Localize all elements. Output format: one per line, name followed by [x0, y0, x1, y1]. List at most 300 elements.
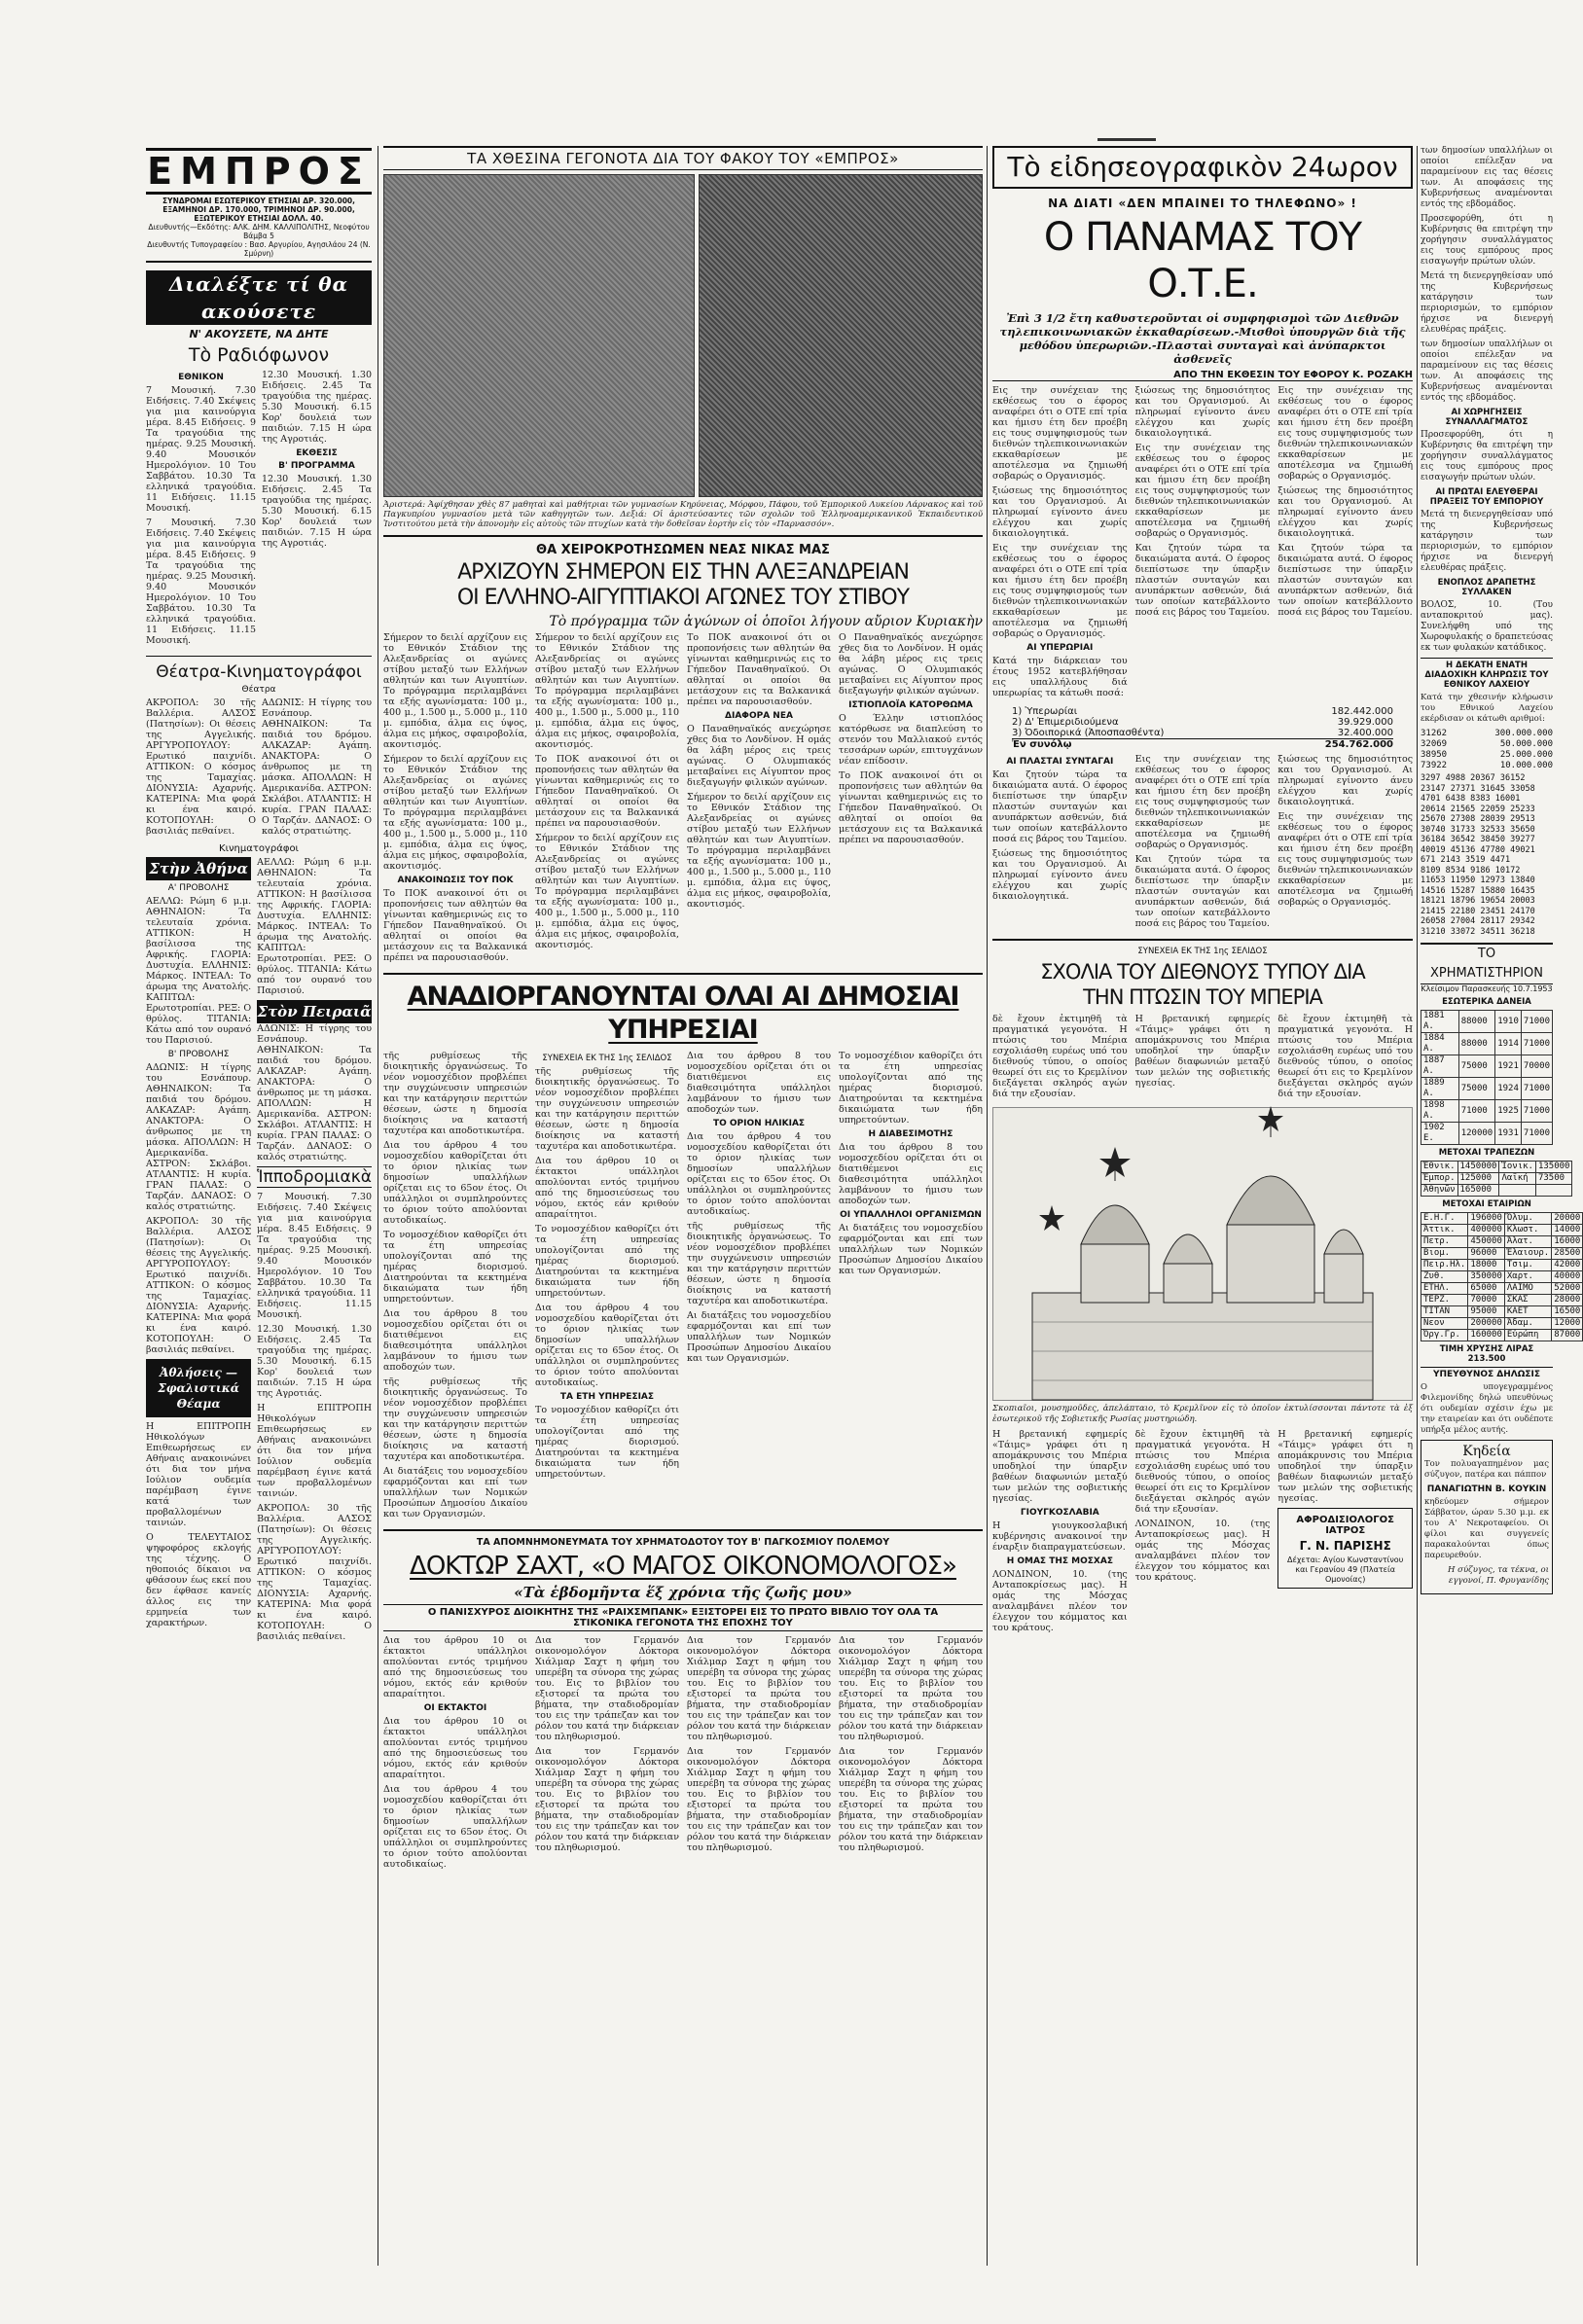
gov-text-c: Δια του άρθρου 8 του νομοσχεδίου ορίζεται ότι οι διατιθέμενοι εις διαθεσιμότητα υπάλληλοι λαμβάνουν το ήμισυ των αποδοχών των. [687, 1051, 831, 1115]
piraeus-label: Στὸν Πειραιᾶ [257, 1000, 372, 1023]
market-cell: 135000 [1535, 1162, 1572, 1173]
obit-text: Τον πολυαγαπημένον μας σύζυγον, πατέρα και πάππον [1424, 1459, 1549, 1480]
sport-sub: Τὸ πρόγραμμα τῶν ἀγώνων οἱ ὁποῖοι λήγουν αὔριον Κυριακὴν [549, 614, 983, 629]
press-text-e: ΛΟΝΔΙΝΟΝ, 10. (της Ανταποκρίσεως μας). Η ομάς της Μόσχας αναλαμβάνει πλέον τον έλεγχον του κόμματος και του κράτους. [1134, 1519, 1271, 1583]
gov-text-5-b: Δια του άρθρου 4 του νομοσχεδίου καθορίζεται ότι το όριον ηλικίας των δημοσίων υπαλλήλων ορίζεται εις το 65ον έτος. Οι υπάλληλοι οι συμπληρούντες το όριον τούτο απολύονται αυτοδικαίως. [383, 1784, 527, 1870]
news-banner: Τὸ εἰδησεογραφικὸν 24ωρον [992, 146, 1413, 189]
obit-name: ΠΑΝΑΓΙΩΤΗΝ Β. ΚΟΥΚΙΝ [1426, 1484, 1547, 1494]
market-cell: 73500 [1535, 1173, 1572, 1185]
press-text-d: δὲ ἔχουν ἐκτιμηθῆ τὰ πραγματικά γεγονότα. Η πτώσις του Μπέρια εσχολιάσθη ευρέως υπό του διεθνούς τύπου, ο οποίος θεωρεί ότι εις το Κρεμλίνον διεξάγεται σκληρός αγών διά την εξουσίαν. [1134, 1429, 1271, 1515]
obit-family: Η σύζυγος, τα τέκνα, οι εγγονοί, Π. Φρυγανίδης [1448, 1565, 1549, 1586]
memoir-deck: Ο ΠΑΝΙΣΧΥΡΟΣ ΔΙΟΙΚΗΤΗΣ ΤΗΣ «ΡΑΙΧΣΜΠΑΝΚ» ΕΞΙΣΤΟΡΕΙ ΕΙΣ ΤΟ ΠΡΩΤΟ ΒΙΒΛΙΟ ΤΟΥ ΟΛΑ ΤΑ ΣΤΙΚΟΝΙΚΑ ΓΕΓΟΝΟΤΑ ΤΗΣ ΕΠΟΧΗΣ ΤΟΥ [383, 1604, 983, 1631]
intro-text-3: Μετά τη διενεργηθείσαν υπό της Κυβερνήσεως κατάργησιν των περιορισμών, το εμπόριον ήρχισε να διενεργή ελευθέρας πράξεις. [1421, 271, 1553, 335]
sport-col3-text: Ο Παναθηναϊκός ανεχώρησε χθες δια το Λονδίνον. Η ομάς θα λάβη μέρος εις τρεις αγώνας. Ο Ολυμπιακός μεταβαίνει εις Αίγυπτον προς διεξαγωγήν φιλικών αγώνων. [687, 724, 831, 788]
market-cell: 196000 [1468, 1213, 1505, 1225]
market-cell: Νεον [1421, 1318, 1468, 1330]
sport-col4-text: Ο Έλλην ιστιοπλόος κατόρθωσε να διαπλεύση το στενόν του Μαλλιακού εντός τεσσάρων ωρών, επιτυγχάνων νέαν επίδοσιν. [839, 713, 983, 767]
market-cell: 71000 [1521, 1123, 1552, 1145]
market-row [1421, 1306, 1583, 1318]
market-cell: 16500 [1552, 1306, 1583, 1318]
banks-table [1421, 1161, 1572, 1197]
market-row [1421, 1295, 1583, 1306]
ote-sub-2: ΑΙ ΠΛΑΣΤΑΙ ΣΥΝΤΑΓΑΙ [1006, 757, 1114, 767]
ote-text: Εις την συνέχειαν της εκθέσεως του ο έφορος αναφέρει ότι ο ΟΤΕ επί τρία και ήμισυ έτη δεν προέβη εις τους συμψηφισμούς των διεθνών τηλεπικοινωνιακών εκκαθαρίσεων με αποτέλεσμα να ζημιωθή σοβαρώς ο Οργανισμός. [992, 385, 1128, 482]
gov-text-1: Δια του άρθρου 4 του νομοσχεδίου καθορίζεται ότι το όριον ηλικίας των δημοσίων υπαλλήλων ορίζεται εις το 65ον έτος. Οι υπάλληλοι οι συμπληρούντες το όριον τούτο απολύονται αυτοδικαίως. [687, 1131, 831, 1217]
duty-title: ΥΠΕΥΘΥΝΟΣ ΔΗΛΩΣΙΣ [1421, 1367, 1553, 1379]
ote-text-1: Κατά την διάρκειαν του έτους 1952 κατεβλήθησαν εις υπαλλήλους διά υπερωρίας τα κάτωθι ποσά: [992, 656, 1128, 698]
press-text: δὲ ἔχουν ἐκτιμηθῆ τὰ πραγματικά γεγονότα. Η πτώσις του Μπέρια εσχολιάσθη ευρέως υπό του διεθνούς τύπου, ο οποίος θεωρεί ότι εις το Κρεμλίνον διεξάγεται σκληρός αγών διά την εξουσίαν. [992, 1014, 1128, 1099]
market-cell: 120000 [1458, 1123, 1495, 1145]
market-cell: 16000 [1552, 1236, 1583, 1248]
ote-text-g: Εις την συνέχειαν της εκθέσεως του ο έφορος αναφέρει ότι ο ΟΤΕ επί τρία και ήμισυ έτη δεν προέβη εις τους συμψηφισμούς των διεθνών τηλεπικοινωνιακών εκκαθαρίσεων με αποτέλεσμα να ζημιωθή σοβαρώς ο Οργανισμός. [1277, 385, 1414, 482]
intro-text-2: Προσεφορύθη, ότι η Κυβέρνησις θα επιτρέψη την χορήγησιν συναλλάγματος εις τους εμπόρους προς εισαγωγήν πρώτων υλών. [1421, 214, 1553, 267]
ote-text-j: Εις την συνέχειαν της εκθέσεως του ο έφορος αναφέρει ότι ο ΟΤΕ επί τρία και ήμισυ έτη δεν προέβη εις τους συμψηφισμούς των διεθνών τηλεπικοινωνιακών εκκαθαρίσεων με αποτέλεσμα να ζημιωθή σοβαρώς ο Οργανισμός. [1134, 754, 1271, 850]
market-row [1421, 1078, 1553, 1100]
market-cell: 70000 [1521, 1055, 1552, 1078]
gov-text-5: Δια του άρθρου 10 οι έκτακτοι υπάλληλοι απολύονται εντός τριμήνου από της δημοσιεύσεως του νόμου, εκτός εάν κριθούν απαραίτητοι. [383, 1716, 527, 1780]
ote-text-c: Εις την συνέχειαν της εκθέσεως του ο έφορος αναφέρει ότι ο ΟΤΕ επί τρία και ήμισυ έτη δεν προέβη εις τους συμψηφισμούς των διεθνών τηλεπικοινωνιακών εκκαθαρίσεων με αποτέλεσμα να ζημιωθή σοβαρώς ο Οργανισμός. [992, 543, 1128, 639]
market-cell: Ἀθηνῶν [1421, 1185, 1458, 1197]
sport-text-6: Ο Παναθηναϊκός ανεχώρησε χθες δια το Λονδίνον. Η ομάς θα λάβη μέρος εις τρεις αγώνας. Ο Ολυμπιακός μεταβαίνει εις Αίγυπτον προς διεξαγωγήν φιλικών αγώνων. [839, 632, 983, 697]
intro-text: των δημοσίων υπαλλήλων οι οποίοι επέλεξαν να παραμείνουν εις τας θέσεις των. Αι αποφάσεις της Κυβερνήσεως αναμένονται εντός της εβδομάδος. [1421, 146, 1553, 209]
ote-text-m: Εις την συνέχειαν της εκθέσεως του ο έφορος αναφέρει ότι ο ΟΤΕ επί τρία και ήμισυ έτη δεν προέβη εις τους συμψηφισμούς των διεθνών τηλεπικοινωνιακών εκκαθαρίσεων με αποτέλεσμα να ζημιωθή σοβαρώς ο Οργανισμός. [1277, 811, 1414, 908]
sport-headline-2: ΟΙ ΕΛΛΗΝΟ-ΑΙΓΥΠΤΙΑΚΟΙ ΑΓΩΝΕΣ ΤΟΥ ΣΤΙΒΟΥ [456, 586, 910, 610]
press-cont: ΣΥΝΕΧΕΙΑ ΕΚ ΤΗΣ 1ης ΣΕΛΙΔΟΣ [1137, 947, 1268, 956]
news-byline: ΑΠΟ ΤΗΝ ΕΚΘΕΣΙΝ ΤΟΥ ΕΦΟΡΟΥ Κ. ΡΟΖΑΚΗ [992, 370, 1413, 381]
ote-text-b: ξιώσεως της δημοσιότητος και του Οργανισμού. Αι πληρωμαί εγίνοντο άνευ ελέγχου και χωρίς δικαιολογητικά. [992, 485, 1128, 539]
sport-headline-1: ΑΡΧΙΖΟΥΝ ΣΗΜΕΡΟΝ ΕΙΣ ΤΗΝ ΑΛΕΞΑΝΔΡΕΙΑΝ [457, 560, 909, 585]
gov-text-c-2: τῆς ρυθμίσεως τῆς διοικητικῆς ὀργανώσεως. Το νέον νομοσχέδιον προβλέπει την συγχώνευσιν υπηρεσιών και την κατάργησιν περιττών θέσεων, ώστε η δημοσία διοίκησις να καταστή ταχυτέρα και αποδοτικωτέρα. [687, 1221, 831, 1306]
ote-text-l: ξιώσεως της δημοσιότητος και του Οργανισμού. Αι πληρωμαί εγίνοντο άνευ ελέγχου και χωρίς δικαιολογητικά. [1277, 754, 1414, 807]
radio-kicker: Ν' ΑΚΟΥΣΕΤΕ, ΝΑ ΔΗΤΕ [189, 328, 329, 340]
market-row [1421, 1011, 1553, 1033]
fr-text-2: Μετά τη διενεργηθείσαν υπό της Κυβερνήσεως κατάργησιν των περιορισμών, το εμπόριον ήρχισε να διενεργή ελευθέρας πράξεις. [1421, 510, 1553, 573]
fr-text-3: ΒΟΛΟΣ, 10. (Του ανταποκριτού μας). Συνελήφθη υπό της Χωροφυλακής ο δραπετεύσας εκ των φυλακών κατάδικος. [1421, 600, 1553, 653]
obit-text-b: κηδεύομεν σήμερον Σάββατον, ώραν 5.30 μ.μ. εκ του Α' Νεκροταφείου. Οι φίλοι και συγγενείς παρακαλούνται όπως παρευρεθούν. [1424, 1497, 1549, 1560]
marine-sub: ΓΙΟΥΓΚΟΣΛΑΒΙΑ [1020, 1508, 1099, 1518]
press-text-f: Η βρετανική εφημερίς «Τάιμς» γράφει ότι η απομάκρυνσις του Μπέρια υποδηλοί την ύπαρξιν βαθέων διαφωνιών μεταξύ των μελών της σοβιετικής ηγεσίας. [1277, 1429, 1414, 1504]
ote-text-2: Και ζητούν τώρα τα δικαιώματα αυτά. Ο έφορος διεπίστωσε την ύπαρξιν πλαστών συνταγών και ανυπάρκτων ασθενών, διά των οποίων κατεβάλλοντο ποσά εις βάρος του Ταμείου. [992, 769, 1128, 844]
market-cell: 88000 [1458, 1033, 1495, 1055]
center-columns [383, 146, 983, 2266]
market-row [1421, 1033, 1553, 1055]
ote-text-k: Και ζητούν τώρα τα δικαιώματα αυτά. Ο έφορος διεπίστωσε την ύπαρξιν πλαστών συνταγών και ανυπάρκτων ασθενών, διά των οποίων κατεβάλλοντο ποσά εις βάρος του Ταμείου. [1134, 854, 1271, 929]
stocks-table [1421, 1212, 1583, 1341]
market-cell: Ἀδαμ. [1504, 1318, 1551, 1330]
memoir-text-5: Δια τον Γερμανόν οικονομολόγον Δόκτορα Χιάλμαρ Σαχτ η φήμη του υπερέβη τα σύνορα της χώρας του. Εις το βιβλίον του εξιστορεί τα πρώτα του βήματα, την σταδιοδρομίαν του εις την τράπεζαν και τον ρόλον του κατά την διάρκειαν του πληθωρισμού. [839, 1635, 983, 1742]
left-column [146, 146, 372, 2266]
lottery-row: 36184 36542 38450 39277 [1421, 835, 1535, 844]
bonds-table [1421, 1010, 1553, 1145]
lottery-row: 30740 31733 32533 35650 [1421, 824, 1535, 835]
market-cell: Ἀττικ. [1421, 1225, 1468, 1236]
market-cell: Λαϊκή [1499, 1173, 1536, 1185]
sport-text-3: Σήμερον το δειλί αρχίζουν εις το Εθνικόν Στάδιον της Αλεξανδρείας οι αγώνες στίβου μεταξύ των Ελλήνων αθλητών και των Αιγυπτίων. Το πρόγραμμα περιλαμβάνει τα εξής αγωνίσματα: 100 μ., 400 μ., 1.500 μ., 5.000 μ., 110 μ. εμπόδια, άλμα εις ύψος, άλμα εις μήκος, σφαιροβολία, ακοντισμός. [535, 632, 679, 750]
kremlin-drawing [993, 1108, 1412, 1400]
market-row [1421, 1225, 1583, 1236]
market-cell: 28500 [1552, 1248, 1583, 1260]
market-cell: Ἀλατ. [1504, 1236, 1551, 1248]
market-cell: Εὐρώπη [1504, 1330, 1551, 1341]
kremlin-illustration [992, 1107, 1413, 1401]
sport-col4-title: ΙΣΤΙΟΠΛΟΪΑ ΚΑΤΟΡΘΩΜΑ [848, 700, 973, 710]
news-kicker: ΝΑ ΔΙΑΤΙ «ΔΕΝ ΜΠΑΙΝΕΙ ΤΟ ΤΗΛΕΦΩΝΟ» ! [1048, 197, 1357, 210]
gov-sub-1: ΤΟ ΟΡΙΟΝ ΗΛΙΚΙΑΣ [712, 1119, 806, 1128]
market-cell: 160000 [1468, 1330, 1505, 1341]
market-cell: 96000 [1468, 1248, 1505, 1260]
specials-label: Ἀθλήσεις — Σφαλιστικά Θέαμα [146, 1359, 251, 1417]
lottery-row: 20614 21565 22059 25233 [1421, 804, 1535, 814]
sport-text-5: Το ΠΟΚ ανακοινοί ότι οι προπονήσεις των αθλητών θα γίνωνται καθημερινώς εις το Γήπεδον Παναθηναϊκού. Οι αθληταί οι οποίοι θα μετάσχουν εις τα Βαλκανικά πρέπει να παρουσιασθούν. [687, 632, 831, 707]
hippodrome-text-2: 12.30 Μουσική. 1.30 Ειδήσεις. 2.45 Τα τραγούδια της ημέρας. 5.30 Μουσική. 6.15 Κορ' δουλειά των παιδιών. 7.15 Η ώρα της Αγροτιάς. [257, 1324, 372, 1399]
sport-text-2: Σήμερον το δειλί αρχίζουν εις το Εθνικόν Στάδιον της Αλεξανδρείας οι αγώνες στίβου μεταξύ των Ελλήνων αθλητών και των Αιγυπτίων. Το πρόγραμμα περιλαμβάνει τα εξής αγωνίσματα: 100 μ., 400 μ., 1.500 μ., 5.000 μ., 110 μ. εμπόδια, άλμα εις ύψος, άλμα εις μήκος, σφαιροβολία, ακοντισμός. [383, 754, 527, 872]
ote-text-e: Εις την συνέχειαν της εκθέσεως του ο έφορος αναφέρει ότι ο ΟΤΕ επί τρία και ήμισυ έτη δεν προέβη εις τους συμψηφισμούς των διεθνών τηλεπικοινωνιακών εκκαθαρίσεων με αποτέλεσμα να ζημιωθή σοβαρώς ο Οργανισμός. [1134, 443, 1271, 539]
lottery-rows [1421, 773, 1553, 937]
press-text-c: ΛΟΝΔΙΝΟΝ, 10. (της Ανταποκρίσεως μας). Η ομάς της Μόσχας αναλαμβάνει πλέον τον έλεγχον του κόμματος και του κράτους. [992, 1569, 1128, 1633]
hippodrome-text: 7 Μουσική. 7.30 Ειδήσεις. 7.40 Σκέψεις για μια καινούργια μέρα. 8.45 Ειδήσεις. 9 Τα τραγούδια της ημέρας. 9.25 Μουσική. 9.40 Μουσικόν Ημερολόγιον. 10 Του Σαββάτου. 10.30 Τα ελληνικά τραγούδια. 11 Ειδήσεις. 11.15 Μουσική. [257, 1192, 372, 1320]
theaters-text: ΑΚΡΟΠΟΛ: 30 τῆς Βαλλέρια. ΑΛΣΟΣ (Πατησίων): Οι θέσεις της Αγγελικής. ΑΡΓΥΡΟΠΟΥΛΟΥ: Ερωτικό παιχνίδι. ΑΤΤΙΚΟΝ: Ο κόσμος της Ταμαχίας. ΔΙΟΝΥΣΙΑ: Αχαρνής. ΚΑΤΕΡΙΝΑ: Μια φορά κι ένα καιρό. ΚΟΤΟΠΟΥΛΗ: Ο βασιλιάς πεθαίνει. [146, 697, 256, 837]
market-cell [1535, 1185, 1572, 1197]
gov-text-b-4: Δια του άρθρου 4 του νομοσχεδίου καθορίζεται ότι το όριον ηλικίας των δημοσίων υπαλλήλων ορίζεται εις το 65ον έτος. Οι υπάλληλοι οι συμπληρούντες το όριον τούτο απολύονται αυτοδικαίως. [535, 1303, 679, 1388]
memoir-text-6: Δια τον Γερμανόν οικονομολόγον Δόκτορα Χιάλμαρ Σαχτ η φήμη του υπερέβη τα σύνορα της χώρας του. Εις το βιβλίον του εξιστορεί τα πρώτα του βήματα, την σταδιοδρομίαν του εις την τράπεζαν και τον ρόλον του κατά την διάρκειαν του πληθωρισμού. [839, 1746, 983, 1853]
market-cell: 1902 Ε. [1421, 1123, 1459, 1145]
market-cell: Ὀργ.Γρ. [1421, 1330, 1468, 1341]
gov-sub-5-text: Δια του άρθρου 10 οι έκτακτοι υπάλληλοι απολύονται εντός τριμήνου από της δημοσιεύσεως του νόμου, εκτός εάν κριθούν απαραίτητοι. [383, 1635, 527, 1699]
athens-text-b: ΑΔΩΝΙΣ: Η τίγρης του Εσνάπουρ. ΑΘΗΝΑΙΚΟΝ: Τα παιδιά του δρόμου. ΑΛΚΑΖΑΡ: Αγάπη. ΑΝΑΚΤΟΡΑ: Ο άνθρωπος με τη μάσκα. ΑΠΟΛΛΩΝ: Η Αμερικανίδα. ΑΣΤΡΟΝ: Σκλάβοι. ΑΤΛΑΝΤΙΣ: Η κυρία. ΓΡΑΝ ΠΑΛΑΣ: Ο Ταρζάν. ΔΑΝΑΟΣ: Ο καλός στρατιώτης. [146, 1062, 252, 1212]
lottery-top [1421, 729, 1553, 771]
lottery-prize-row: 73922 10.000.000 [1421, 761, 1553, 770]
memoir-text: Δια τον Γερμανόν οικονομολόγον Δόκτορα Χιάλμαρ Σαχτ η φήμη του υπερέβη τα σύνορα της χώρας του. Εις το βιβλίον του εξιστορεί τα πρώτα του βήματα, την σταδιοδρομίαν του εις την τράπεζαν και τον ρόλον του κατά την διάρκειαν του πληθωρισμού. [535, 1635, 679, 1742]
hippodrome-text-3: Η ΕΠΙΤΡΟΠΗ Ηθικολόγων Επιθεωρήσεως εν Αθήναις ανακοινώνει ότι δια τον μήνα Ιούλιον ουδεμία παρέμβαση έγινε κατά των προβαλλομένων ταινιών. [257, 1403, 372, 1499]
photo-caption: Ἀριστερά: Ἀφίχθησαν χθὲς 87 μαθηταὶ καὶ μαθήτριαι τῶν γυμνασίων Κηρύνειας, Μόρφου, Πάφου, τοῦ Ἑμπορικοῦ Λυκείου Λάρνακος καὶ τοῦ Παγκυπρίου γυμνασίου μετὰ τῶν καθηγητῶν των. Δεξιά: Οἱ ἀριστεύσαντες τῶν σχολῶν τοῦ Ἑλληνοαμερικανικοῦ Ἐκπαιδευτικοῦ Ἰνστιτούτου μετὰ τὴν ἀπονομὴν εἰς αὐτοὺς τῶν πτυχίων κατὰ τὴν δοθεῖσαν ἑορτὴν εἰς τὸν «Παρνασσόν». [383, 500, 983, 529]
column-rule [1417, 146, 1418, 2266]
market-sub-3: ΜΕΤΟΧΑΙ ΕΤΑΙΡΙΩΝ [1442, 1199, 1531, 1209]
gov-text-a-3: Το νομοσχέδιον καθορίζει ότι τα έτη υπηρεσίας υπολογίζονται από της ημέρας διορισμού. Διατηρούνται τα κεκτημένα δικαιώματα των ήδη υπηρετούντων. [383, 1230, 527, 1305]
notice-name: Γ. Ν. ΠΑΡΙΣΗΣ [1299, 1539, 1391, 1553]
market-cell: 70000 [1468, 1295, 1505, 1306]
ote-table-row: 2) Δ' Ἐπιμεριδιούμενα 39.929.000 [1012, 717, 1393, 728]
market-cell: 52000 [1552, 1283, 1583, 1295]
column-rule [987, 146, 988, 2266]
ote-text-i: Και ζητούν τώρα τα δικαιώματα αυτά. Ο έφορος διεπίστωσε την ύπαρξιν πλαστών συνταγών και ανυπάρκτων ασθενών, διά των οποίων κατεβάλλοντο ποσά εις βάρος του Ταμείου. [1277, 543, 1414, 618]
sport-col4-text-2: Το ΠΟΚ ανακοινοί ότι οι προπονήσεις των αθλητών θα γίνωνται καθημερινώς εις το Γήπεδον Παναθηναϊκού. Οι αθληταί οι οποίοι θα μετάσχουν εις τα Βαλκανικά πρέπει να παρουσιασθούν. [839, 770, 983, 845]
market-cell: 200000 [1468, 1318, 1505, 1330]
market-cell: 65000 [1468, 1283, 1505, 1295]
market-date: Κλείσιμον Παρασκευής 10.7.1953 [1421, 984, 1553, 993]
obituary-box [1421, 1440, 1553, 1594]
market-cell: Τσιμ. [1504, 1260, 1551, 1271]
market-cell: 1898 Α. [1421, 1100, 1459, 1123]
market-cell: 1924 [1495, 1078, 1522, 1100]
market-cell: 12000 [1552, 1318, 1583, 1330]
market-cell: ΣΚΑΣ [1504, 1295, 1551, 1306]
lottery-prize-row: 32069 50.000.000 [1421, 739, 1553, 749]
market-row [1421, 1330, 1583, 1341]
market-cell: 125000 [1457, 1173, 1499, 1185]
students-photo [383, 174, 695, 497]
sport-text-4: Σήμερον το δειλί αρχίζουν εις το Εθνικόν Στάδιον της Αλεξανδρείας οι αγώνες στίβου μεταξύ των Ελλήνων αθλητών και των Αιγυπτίων. Το πρόγραμμα περιλαμβάνει τα εξής αγωνίσματα: 100 μ., 400 μ., 1.500 μ., 5.000 μ., 110 μ. εμπόδια, άλμα εις ύψος, άλμα εις μήκος, σφαιροβολία, ακοντισμός. [535, 833, 679, 950]
lottery-row: 21415 22180 23451 24170 [1421, 906, 1535, 916]
press-text-b: Η βρετανική εφημερίς «Τάιμς» γράφει ότι η απομάκρυνσις του Μπέρια υποδηλοί την ύπαρξιν βαθέων διαφωνιών μεταξύ των μελών της σοβιετικής ηγεσίας. [992, 1429, 1128, 1504]
graduates-photo [699, 174, 983, 497]
sport-text: Σήμερον το δειλί αρχίζουν εις το Εθνικόν Στάδιον της Αλεξανδρείας οι αγώνες στίβου μεταξύ των Ελλήνων αθλητών και των Αιγυπτίων. Το πρόγραμμα περιλαμβάνει τα εξής αγωνίσματα: 100 μ., 400 μ., 1.500 μ., 5.000 μ., 110 μ. εμπόδια, άλμα εις ύψος, άλμα εις μήκος, σφαιροβολία, ακοντισμός. [383, 632, 527, 750]
athens-label: Στὴν Ἀθήνα [146, 857, 251, 880]
market-row [1421, 1055, 1553, 1078]
market-cell: 18000 [1468, 1260, 1505, 1271]
market-cell: 71000 [1458, 1100, 1495, 1123]
gov-text-d: Το νομοσχέδιον καθορίζει ότι τα έτη υπηρεσίας υπολογίζονται από της ημέρας διορισμού. Διατηρούνται τα κεκτημένα δικαιώματα των ήδη υπηρετούντων. [839, 1051, 983, 1126]
piraeus-text: ΑΔΩΝΙΣ: Η τίγρης του Εσνάπουρ. ΑΘΗΝΑΙΚΟΝ: Τα παιδιά του δρόμου. ΑΛΚΑΖΑΡ: Αγάπη. ΑΝΑΚΤΟΡΑ: Ο άνθρωπος με τη μάσκα. ΑΠΟΛΛΩΝ: Η Αμερικανίδα. ΑΣΤΡΟΝ: Σκλάβοι. ΑΤΛΑΝΤΙΣ: Η κυρία. ΓΡΑΝ ΠΑΛΑΣ: Ο Ταρζάν. ΔΑΝΑΟΣ: Ο καλός στρατιώτης. [257, 1023, 372, 1162]
market-cell: 87000 [1552, 1330, 1583, 1341]
gov-text-a-5: τῆς ρυθμίσεως τῆς διοικητικῆς ὀργανώσεως. Το νέον νομοσχέδιον προβλέπει την συγχώνευσιν υπηρεσιών και την κατάργησιν περιττών θέσεων, ώστε η δημοσία διοίκησις να καταστή ταχυτέρα και αποδοτικωτέρα. [383, 1377, 527, 1462]
specials-text-b: Ο ΤΕΛΕΥΤΑΙΟΣ ψηφοφόρος εκλογής της τέχνης. Ο ηθοποιός δίκαιοι να φθάσουν έως εκεί που δεν έφθασε κανείς άλλος εις την ερμηνεία των χαρακτήρων. [146, 1532, 252, 1628]
gov-text-4: Αι διατάξεις του νομοσχεδίου εφαρμόζονται και επί των υπαλλήλων των Νομικών Προσώπων Δημοσίου Δικαίου και των Οργανισμών. [839, 1223, 983, 1276]
athens-sub: Α' ΠΡΟΒΟΛΗΣ [167, 883, 230, 893]
market-cell: 1910 [1495, 1011, 1522, 1033]
market-row [1421, 1236, 1583, 1248]
memoir-text-2: Δια τον Γερμανόν οικονομολόγον Δόκτορα Χιάλμαρ Σαχτ η φήμη του υπερέβη τα σύνορα της χώρας του. Εις το βιβλίον του εξιστορεί τα πρώτα του βήματα, την σταδιοδρομίαν του εις την τράπεζαν και τον ρόλον του κατά την διάρκειαν του πληθωρισμού. [535, 1746, 679, 1853]
market-cell: ΚΑΕΤ [1504, 1306, 1551, 1318]
athens-text-b-2: ΑΚΡΟΠΟΛ: 30 τῆς Βαλλέρια. ΑΛΣΟΣ (Πατησίων): Οι θέσεις της Αγγελικής. ΑΡΓΥΡΟΠΟΥΛΟΥ: Ερωτικό παιχνίδι. ΑΤΤΙΚΟΝ: Ο κόσμος της Ταμαχίας. ΔΙΟΝΥΣΙΑ: Αχαρνής. ΚΑΤΕΡΙΝΑ: Μια φορά κι ένα καιρό. ΚΟΤΟΠΟΥΛΗ: Ο βασιλιάς πεθαίνει. [146, 1216, 252, 1355]
far-right-column [1421, 146, 1581, 2266]
radio-station: ΕΘΝΙΚΟΝ [178, 373, 224, 382]
market-cell: 1884 Α. [1421, 1033, 1459, 1055]
market-cell: 75000 [1458, 1055, 1495, 1078]
ote-sub-1: ΑΙ ΥΠΕΡΩΡΙΑΙ [1026, 643, 1094, 653]
gov-sub-4: ΟΙ ΥΠΑΛΛΗΛΟΙ ΟΡΓΑΝΙΣΜΩΝ [840, 1210, 982, 1220]
lottery-row: 671 2143 3519 4471 [1421, 855, 1511, 865]
ote-text-h: ξιώσεως της δημοσιότητος και του Οργανισμού. Αι πληρωμαί εγίνοντο άνευ ελέγχου και χωρίς δικαιολογητικά. [1277, 485, 1414, 539]
ote-table-row: 1) Ὑπερωρίαι 182.442.000 [1012, 706, 1393, 717]
memoir-kicker: ΤΑ ΑΠΟΜΝΗΜΟΝΕΥΜΑΤΑ ΤΟΥ ΧΡΗΜΑΤΟΔΟΤΟΥ ΤΟΥ Β' ΠΑΓΚΟΣΜΙΟΥ ΠΟΛΕΜΟΥ [476, 1537, 890, 1548]
market-cell: ΤΙΤΑΝ [1421, 1306, 1468, 1318]
market-cell: 28000 [1552, 1295, 1583, 1306]
market-cell: ΛΑΙΜΟ [1504, 1283, 1551, 1295]
press-sub: Η ΟΜΑΣ ΤΗΣ ΜΟΣΧΑΣ [1006, 1556, 1113, 1566]
right-column [992, 146, 1413, 2266]
market-cell [1499, 1185, 1536, 1197]
market-title: ΤΟ ΧΡΗΜΑΤΙΣΤΗΡΙΟΝ [1421, 943, 1553, 984]
specials-text: Η ΕΠΙΤΡΟΠΗ Ηθικολόγων Επιθεωρήσεως εν Αθήναις ανακοινώνει ότι δια τον μήνα Ιούλιον ουδεμία παρέμβαση έγινε κατά των προβαλλομένων ταινιών. [146, 1421, 252, 1528]
lottery-row: 4701 6438 8383 16001 [1421, 794, 1521, 804]
intro-text-4: των δημοσίων υπαλλήλων οι οποίοι επέλεξαν να παραμείνουν εις τας θέσεις των. Αι αποφάσεις της Κυβερνήσεως αναμένονται εντός της εβδομάδος. [1421, 340, 1553, 403]
gov-text-b-2: Δια του άρθρου 10 οι έκτακτοι υπάλληλοι απολύονται εντός τριμήνου από της δημοσιεύσεως του νόμου, εκτός εάν κριθούν απαραίτητοι. [535, 1156, 679, 1220]
memoir-headline: ΔΟΚΤΩΡ ΣΑΧΤ, «Ο ΜΑΓΟΣ ΟΙΚΟΝΟΜΟΛΟΓΟΣ» [410, 1552, 956, 1581]
kremlin-caption: Σκοπιαῖοι, μουσημοῦδες, ἀπελάπταιο, τὸ Κρεμλῖνον εἰς τὸ ὁποῖον ἐκτυλίσσονται πάντοτε τὰ ἐξ ἐσωτερικοῦ τῆς Σοβιετικῆς Ρωσίας μυστηριώδη. [992, 1404, 1413, 1424]
market-cell: 1889 Α. [1421, 1078, 1459, 1100]
ote-table-row: Ἐν συνόλῳ 254.762.000 [1012, 739, 1393, 750]
market-cell: 165000 [1457, 1185, 1499, 1197]
market-cell: 71000 [1521, 1033, 1552, 1055]
ote-table [1012, 706, 1393, 750]
radio-text-b-2: 12.30 Μουσική. 1.30 Ειδήσεις. 2.45 Τα τραγούδια της ημέρας. 5.30 Μουσική. 6.15 Κορ' δουλειά των παιδιών. 7.15 Η ώρα της Αγροτιάς. [262, 474, 372, 549]
market-row [1421, 1100, 1553, 1123]
market-cell: 450000 [1468, 1236, 1505, 1248]
gov-headline: ΑΝΑΔΙΟΡΓΑΝΟΥΝΤΑΙ ΟΛΑΙ ΑΙ ΔΗΜΟΣΙΑΙ ΥΠΗΡΕΣΙΑΙ [407, 982, 959, 1045]
sport-kicker: ΘΑ ΧΕΙΡΟΚΡΟΤΗΣΩΜΕΝ ΝΕΑΣ ΝΙΚΑΣ ΜΑΣ [536, 543, 830, 557]
athens-text: ΑΕΛΛΩ: Ρώμη 6 μ.μ. ΑΘΗΝΑΙΟΝ: Τα τελευταία χρόνια. ΑΤΤΙΚΟΝ: Η βασίλισσα της Αφρικής. ΓΛΟΡΙΑ: Δυστυχία. ΕΛΛΗΝΙΣ: Μάρκος. ΙΝΤΕΑΛ: Το άρωμα της Ανατολής. ΚΑΠΙΤΩΛ: Ερωτοτροπίαι. ΡΕΞ: Ο θρύλος. ΤΙΤΑΝΙΑ: Κάτω από τον ουρανό του Παρισιού. [146, 896, 252, 1046]
lottery-row: 25670 27308 28039 29513 [1421, 814, 1535, 824]
news-headline: Ο ΠΑΝΑΜΑΣ ΤΟΥ Ο.Τ.Ε. [1043, 215, 1362, 306]
gov-text-a-6: Αι διατάξεις του νομοσχεδίου εφαρμόζονται και επί των υπαλλήλων των Νομικών Προσώπων Δημοσίου Δικαίου και των Οργανισμών. [383, 1466, 527, 1520]
lottery-prize-row: 38950 25.000.000 [1421, 750, 1553, 760]
gov-text-a-2: Δια του άρθρου 4 του νομοσχεδίου καθορίζεται ότι το όριον ηλικίας των δημοσίων υπαλλήλων ορίζεται εις το 65ον έτος. Οι υπάλληλοι οι συμπληρούντες το όριον τούτο απολύονται αυτοδικαίως. [383, 1140, 527, 1226]
market-cell: 1925 [1495, 1100, 1522, 1123]
sport-text-b: Το ΠΟΚ ανακοινοί ότι οι προπονήσεις των αθλητών θα γίνωνται καθημερινώς εις το Γήπεδον Παναθηναϊκού. Οι αθληταί οι οποίοι θα μετάσχουν εις τα Βαλκανικά πρέπει να παρουσιασθούν. [383, 888, 527, 963]
lottery-row: 26058 27004 28117 29342 [1421, 916, 1535, 926]
athens-sub-b: Β' ΠΡΟΒΟΛΗΣ [167, 1050, 230, 1059]
market-cell: 71000 [1521, 1011, 1552, 1033]
duty-text: Ο υπογεγραμμένος Φιλεμονίδης δηλώ υπευθύνως ότι ουδεμίαν σχέσιν έχω με την εταιρείαν και ότι ουδέποτε υπήρξα μέλος αυτής. [1421, 1382, 1553, 1435]
lottery-text: Κατά την χθεσινήν κλήρωσιν του Εθνικού Λαχείου εκέρδισαν οι κάτωθι αριθμοί: [1421, 693, 1553, 724]
radio-text-repeat: 7 Μουσική. 7.30 Ειδήσεις. 7.40 Σκέψεις για μια καινούργια μέρα. 8.45 Ειδήσεις. 9 Τα τραγούδια της ημέρας. 9.25 Μουσική. 9.40 Μουσικόν Ημερολόγιον. 10 Του Σαββάτου. 10.30 Τα ελληνικά τραγούδια. 11 Ειδήσεις. 11.15 Μουσική. [146, 518, 256, 646]
market-cell: 1921 [1495, 1055, 1522, 1078]
market-cell: 1887 Α. [1421, 1055, 1459, 1078]
market-cell: ΕΤΗΛ. [1421, 1283, 1468, 1295]
market-cell: Ἐμπορ. [1421, 1173, 1458, 1185]
fr-sub-2: ΑΙ ΠΡΩΤΑΙ ΕΛΕΥΘΕΡΑΙ ΠΡΑΞΕΙΣ ΤΟΥ ΕΜΠΟΡΙΟΥ [1429, 487, 1544, 507]
memoir-text-3: Δια τον Γερμανόν οικονομολόγον Δόκτορα Χιάλμαρ Σαχτ η φήμη του υπερέβη τα σύνορα της χώρας του. Εις το βιβλίον του εξιστορεί τα πρώτα του βήματα, την σταδιοδρομίαν του εις την τράπεζαν και τον ρόλον του κατά την διάρκειαν του πληθωρισμού. [687, 1635, 831, 1742]
lottery-row: 18121 18796 19654 20003 [1421, 896, 1535, 906]
lottery-row: 11653 11950 12973 13840 [1421, 876, 1535, 885]
market-cell: 1881 Α. [1421, 1011, 1459, 1033]
market-cell: Πειρ.Ηλ. [1421, 1260, 1468, 1271]
radio-cinemas: ΕΚΘΕΣΙΣ [296, 448, 338, 458]
gov-text-b-3: Το νομοσχέδιον καθορίζει ότι τα έτη υπηρεσίας υπολογίζονται από της ημέρας διορισμού. Διατηρούνται τα κεκτημένα δικαιώματα των ήδη υπηρετούντων. [535, 1224, 679, 1299]
lottery-row: 8109 8534 9186 10172 [1421, 865, 1521, 876]
photo-banner: ΤΑ ΧΘΕΣΙΝΑ ΓΕΓΟΝΟΤΑ ΔΙΑ ΤΟΥ ΦΑΚΟΥ ΤΟΥ «ΕΜΠΡΟΣ» [383, 146, 983, 170]
market-sub-1: ΕΣΩΤΕΡΙΚΑ ΔΑΝΕΙΑ [1442, 997, 1531, 1007]
masthead-title: ΕΜΠΡΟΣ [147, 150, 371, 193]
lottery-row: 31210 33072 34511 36218 [1421, 926, 1535, 937]
gov-sub-5: ΟΙ ΕΚΤΑΚΤΟΙ [423, 1703, 487, 1713]
market-cell: 20000 [1552, 1213, 1583, 1225]
lottery-row: 14516 15287 15880 16435 [1421, 885, 1535, 896]
ote-text-f: Και ζητούν τώρα τα δικαιώματα αυτά. Ο έφορος διεπίστωσε την ύπαρξιν πλαστών συνταγών και ανυπάρκτων ασθενών, διά των οποίων κατεβάλλοντο ποσά εις βάρος του Ταμείου. [1134, 543, 1271, 618]
lottery-row: 3297 4988 20367 36152 [1421, 773, 1526, 783]
market-cell: 75000 [1458, 1078, 1495, 1100]
gov-text-a-4: Δια του άρθρου 8 του νομοσχεδίου ορίζεται ότι οι διατιθέμενοι εις διαθεσιμότητα υπάλληλοι λαμβάνουν το ήμισυ των αποδοχών των. [383, 1308, 527, 1373]
masthead-printer: Διευθυντής Τυπογραφείου : Βασ. Αργυρίου, Αγησιλάου 24 (Ν. Σμύρνη) [146, 240, 372, 263]
press-text-2: Η βρετανική εφημερίς «Τάιμς» γράφει ότι η απομάκρυνσις του Μπέρια υποδηλοί την ύπαρξιν βαθέων διαφωνιών μεταξύ των μελών της σοβιετικής ηγεσίας. [1134, 1014, 1271, 1089]
obit-title: Κηδεία [1462, 1444, 1511, 1459]
gov-text-2: Το νομοσχέδιον καθορίζει ότι τα έτη υπηρεσίας υπολογίζονται από της ημέρας διορισμού. Διατηρούνται τα κεκτημένα δικαιώματα των ήδη υπηρετούντων. [535, 1405, 679, 1480]
lottery-row: 40019 45136 47780 49021 [1421, 844, 1535, 855]
market-row [1421, 1283, 1583, 1295]
sport-col3-text-2: Σήμερον το δειλί αρχίζουν εις το Εθνικόν Στάδιον της Αλεξανδρείας οι αγώνες στίβου μεταξύ των Ελλήνων αθλητών και των Αιγυπτίων. Το πρόγραμμα περιλαμβάνει τα εξής αγωνίσματα: 100 μ., 400 μ., 1.500 μ., 5.000 μ., 110 μ. εμπόδια, άλμα εις ύψος, άλμα εις μήκος, σφαιροβολία, ακοντισμός. [687, 792, 831, 910]
market-row [1421, 1162, 1572, 1173]
lottery-kicker: Η ΔΕΚΑΤΗ ΕΝΑΤΗ ΔΙΑΔΟΧΙΚΗ ΚΛΗΡΩΣΙΣ ΤΟΥ ΕΘΝΙΚΟΥ ΛΑΧΕΙΟΥ [1421, 658, 1553, 690]
market-cell: 95000 [1468, 1306, 1505, 1318]
market-row [1421, 1173, 1572, 1185]
sport-col3-title: ΔΙΑΦΟΡΑ ΝΕΑ [725, 711, 793, 721]
notice-title: ΑΦΡΟΔΙΣΙΟΛΟΓΟΣ ΙΑΤΡΟΣ [1296, 1515, 1394, 1536]
radio-text-b: 12.30 Μουσική. 1.30 Ειδήσεις. 2.45 Τα τραγούδια της ημέρας. 5.30 Μουσική. 6.15 Κορ' δουλειά των παιδιών. 7.15 Η ώρα της Αγροτιάς. [262, 370, 372, 445]
memoir-sub: «Τὰ ἑβδομῆντα ἕξ χρόνια τῆς ζωῆς μου» [514, 1584, 852, 1601]
market-row [1421, 1185, 1572, 1197]
masthead-editor: Διευθυντής—Εκδότης: ΑΛΚ. ΔΗΜ. ΚΑΛΛΙΠΟΛΙΤΗΣ, Νεοφύτου Βάμβα 5 [148, 223, 370, 240]
print-mark [1097, 138, 1156, 141]
notice-box [1277, 1508, 1413, 1589]
theaters-title: Θέατρα-Κινηματογράφοι [156, 662, 362, 682]
market-cell: Ἰονικ. [1499, 1162, 1536, 1173]
gov-text-c-3: Αι διατάξεις του νομοσχεδίου εφαρμόζονται και επί των υπαλλήλων των Νομικών Προσώπων Δημοσίου Δικαίου και των Οργανισμών. [687, 1310, 831, 1364]
theaters-text-2: ΑΔΩΝΙΣ: Η τίγρης του Εσνάπουρ. ΑΘΗΝΑΙΚΟΝ: Τα παιδιά του δρόμου. ΑΛΚΑΖΑΡ: Αγάπη. ΑΝΑΚΤΟΡΑ: Ο άνθρωπος με τη μάσκα. ΑΠΟΛΛΩΝ: Η Αμερικανίδα. ΑΣΤΡΟΝ: Σκλάβοι. ΑΤΛΑΝΤΙΣ: Η κυρία. ΓΡΑΝ ΠΑΛΑΣ: Ο Ταρζάν. ΔΑΝΑΟΣ: Ο καλός στρατιώτης. [262, 697, 372, 837]
hippodrome-title: Ἱπποδρομιακὰ [257, 1167, 372, 1187]
ote-table-row: 3) Ὀδοιπορικά (Ἀποσπασθέντα) 32.400.000 [1012, 728, 1393, 738]
market-cell: 1914 [1495, 1033, 1522, 1055]
market-sub-2: ΜΕΤΟΧΑΙ ΤΡΑΠΕΖΩΝ [1438, 1148, 1535, 1158]
market-row [1421, 1213, 1583, 1225]
market-cell: 71000 [1521, 1078, 1552, 1100]
radio-title: Τὸ Ραδιόφωνον [188, 344, 330, 366]
memoir-text-4: Δια τον Γερμανόν οικονομολόγον Δόκτορα Χιάλμαρ Σαχτ η φήμη του υπερέβη τα σύνορα της χώρας του. Εις το βιβλίον του εξιστορεί τα πρώτα του βήματα, την σταδιοδρομίαν του εις την τράπεζαν και τον ρόλον του κατά την διάρκειαν του πληθωρισμού. [687, 1746, 831, 1853]
theaters-sub: Θέατρα [241, 685, 276, 695]
market-cell: 1931 [1495, 1123, 1522, 1145]
market-cell: 71000 [1521, 1100, 1552, 1123]
masthead-subscription: ΣΥΝΔΡΟΜΑΙ ΕΣΩΤΕΡΙΚΟΥ ΕΤΗΣΙΑΙ ΔΡ. 320.000, ΕΞΑΜΗΝΟΙ ΔΡ. 170.000, ΤΡΙΜΗΝΟΙ ΔΡ. 90.000, ΕΞΩΤΕΡΙΚΟΥ ΕΤΗΣΙΑΙ ΔΟΛΛ. 40. [162, 197, 355, 223]
fr-sub-1: ΑΙ ΧΩΡΗΓΗΣΕΙΣ ΣΥΝΑΛΛΑΓΜΑΤΟΣ [1445, 408, 1529, 427]
gov-sub-2: ΤΑ ΕΤΗ ΥΠΗΡΕΣΙΑΣ [559, 1392, 655, 1402]
market-row [1421, 1318, 1583, 1330]
market-cell: 400000 [1468, 1225, 1505, 1236]
market-cell: Ἐθνικ. [1421, 1162, 1458, 1173]
gov-text: τῆς ρυθμίσεως τῆς διοικητικῆς ὀργανώσεως. Το νέον νομοσχέδιον προβλέπει την συγχώνευσιν υπηρεσιών και την κατάργησιν περιττών θέσεων, ώστε η δημοσία διοίκησις να καταστή ταχυτέρα και αποδοτικωτέρα. [535, 1066, 679, 1152]
cinemas-title: Κινηματογράφοι [219, 843, 299, 854]
market-cell: Ἐλαιουρ. [1504, 1248, 1551, 1260]
press-text-3: δὲ ἔχουν ἐκτιμηθῆ τὰ πραγματικά γεγονότα. Η πτώσις του Μπέρια εσχολιάσθη ευρέως υπό του διεθνούς τύπου, ο οποίος θεωρεί ότι εις το Κρεμλίνον διεξάγεται σκληρός αγών διά την εξουσίαν. [1277, 1014, 1414, 1099]
lottery-prize-row: 31262 300.000.000 [1421, 729, 1553, 738]
radio-header: Διαλέξτε τί θα ακούσετε [146, 270, 372, 325]
notice-text: Δέχεται: Αγίου Κωνσταντίνου και Γερανίου 49 (Πλατεία Ομονοίας) [1287, 1555, 1404, 1584]
lottery-row: 23147 27371 31645 33058 [1421, 783, 1535, 794]
hippodrome-text-4: ΑΚΡΟΠΟΛ: 30 τῆς Βαλλέρια. ΑΛΣΟΣ (Πατησίων): Οι θέσεις της Αγγελικής. ΑΡΓΥΡΟΠΟΥΛΟΥ: Ερωτικό παιχνίδι. ΑΤΤΙΚΟΝ: Ο κόσμος της Ταμαχίας. ΔΙΟΝΥΣΙΑ: Αχαρνής. ΚΑΤΕΡΙΝΑ: Μια φορά κι ένα καιρό. ΚΟΤΟΠΟΥΛΗ: Ο βασιλιάς πεθαίνει. [257, 1503, 372, 1642]
market-row [1421, 1123, 1553, 1145]
market-row [1421, 1271, 1583, 1283]
market-cell: 42000 [1552, 1260, 1583, 1271]
radio-program-b: Β' ΠΡΟΓΡΑΜΜΑ [278, 461, 355, 471]
sport-sub-b: ΑΝΑΚΟΙΝΩΣΙΣ ΤΟΥ ΠΟΚ [397, 876, 514, 885]
fr-sub-3: ΕΝΟΠΛΟΣ ΔΡΑΠΕΤΗΣ ΣΥΛΛΑΚΕΝ [1437, 578, 1536, 597]
market-row [1421, 1260, 1583, 1271]
ote-text-3: ξιώσεως της δημοσιότητος και του Οργανισμού. Αι πληρωμαί εγίνοντο άνευ ελέγχου και χωρίς δικαιολογητικά. [992, 848, 1128, 902]
market-cell: 40000 [1552, 1271, 1583, 1283]
market-cell: 1450000 [1457, 1162, 1499, 1173]
market-cell: Ὄλυμ. [1504, 1213, 1551, 1225]
sport-text-b-2: Το ΠΟΚ ανακοινοί ότι οι προπονήσεις των αθλητών θα γίνωνται καθημερινώς εις το Γήπεδον Παναθηναϊκού. Οι αθληταί οι οποίοι θα μετάσχουν εις τα Βαλκανικά πρέπει να παρουσιασθούν. [535, 754, 679, 829]
gov-sub-3: Η ΔΙΑΒΕΣΙΜΟΤΗΣ [868, 1129, 953, 1139]
market-cell: ΤΕΡΖ. [1421, 1295, 1468, 1306]
gov-cont: ΣΥΝΕΧΕΙΑ ΕΚ ΤΗΣ 1ης ΣΕΛΙΔΟΣ [542, 1054, 672, 1063]
market-cell: Ε.Η.Γ. [1421, 1213, 1468, 1225]
market-cell: Πετρ. [1421, 1236, 1468, 1248]
market-cell: Ζυθ. [1421, 1271, 1468, 1283]
radio-text: 7 Μουσική. 7.30 Ειδήσεις. 7.40 Σκέψεις για μια καινούργια μέρα. 8.45 Ειδήσεις. 9 Τα τραγούδια της ημέρας. 9.25 Μουσική. 9.40 Μουσικόν Ημερολόγιον. 10 Του Σαββάτου. 10.30 Τα ελληνικά τραγούδια. 11 Ειδήσεις. 11.15 Μουσική. [146, 385, 256, 514]
market-cell: Κλωστ. [1504, 1225, 1551, 1236]
marine-text: Η γιουγκοσλαβική κυβέρνησις ανακοινοί την έναρξιν διαπραγματεύσεων. [992, 1520, 1128, 1553]
market-gold: ΤΙΜΗ ΧΡΥΣΗΣ ΛΙΡΑΣ 213.500 [1439, 1344, 1534, 1364]
gov-text-a: τῆς ρυθμίσεως τῆς διοικητικῆς ὀργανώσεως. Το νέον νομοσχέδιον προβλέπει την συγχώνευσιν υπηρεσιών και την κατάργησιν περιττών θέσεων, ώστε η δημοσία διοίκησις να καταστή ταχυτέρα και αποδοτικωτέρα. [383, 1051, 527, 1136]
market-cell: 350000 [1468, 1271, 1505, 1283]
market-cell: Βιομ. [1421, 1248, 1468, 1260]
market-cell: 14000 [1552, 1225, 1583, 1236]
news-deck: Ἐπὶ 3 1/2 ἔτη καθυστεροῦνται οἱ συμφηφισμοὶ τῶν Διεθνῶν τηλεπικοινωνιακῶν ἐκκαθαρίσεων.-Μισθοὶ ὑπουργῶν διὰ τῆς μεθόδου ὑπερωριῶν.-Πλασταὶ συνταγαὶ καὶ ἀνύπαρκτοι ἀσθενεῖς [999, 311, 1406, 366]
market-cell: Χαρτ. [1504, 1271, 1551, 1283]
ote-text-d: ξιώσεως της δημοσιότητος και του Οργανισμού. Αι πληρωμαί εγίνοντο άνευ ελέγχου και χωρίς δικαιολογητικά. [1134, 385, 1271, 439]
gov-text-3: Δια του άρθρου 8 του νομοσχεδίου ορίζεται ότι οι διατιθέμενοι εις διαθεσιμότητα υπάλληλοι λαμβάνουν το ήμισυ των αποδοχών των. [839, 1142, 983, 1206]
athens-text-2: ΑΕΛΛΩ: Ρώμη 6 μ.μ. ΑΘΗΝΑΙΟΝ: Τα τελευταία χρόνια. ΑΤΤΙΚΟΝ: Η βασίλισσα της Αφρικής. ΓΛΟΡΙΑ: Δυστυχία. ΕΛΛΗΝΙΣ: Μάρκος. ΙΝΤΕΑΛ: Το άρωμα της Ανατολής. ΚΑΠΙΤΩΛ: Ερωτοτροπίαι. ΡΕΞ: Ο θρύλος. ΤΙΤΑΝΙΑ: Κάτω από τον ουρανό του Παρισιού. [257, 857, 372, 996]
fr-text-1: Προσεφορύθη, ότι η Κυβέρνησις θα επιτρέψη την χορήγησιν συναλλάγματος εις τους εμπόρους προς εισαγωγήν πρώτων υλών. [1421, 430, 1553, 483]
